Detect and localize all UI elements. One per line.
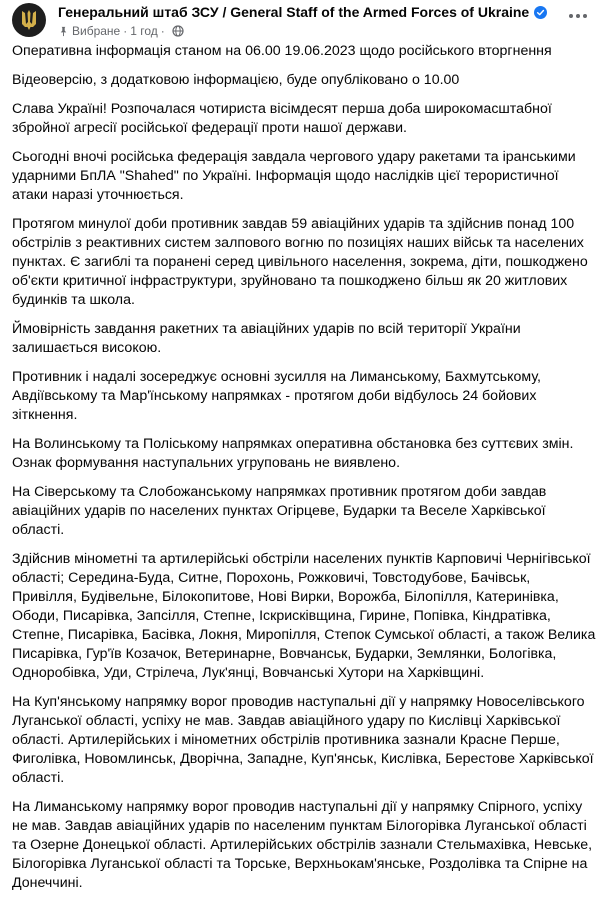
- post-paragraph: Протягом минулої доби противник завдав 59 авіаційних ударів та здійснив понад 100 обстрілів з реактивних систем залпового вогню по позиціях наших військ та населених пунктах. Є загиблі та поранені серед цивільного населення, зокрема, діти, пошкоджено об'єкти критичної інфраструктури, зруйновано та пошкоджено більш як 20 житлових будинків та школа.: [12, 216, 588, 308]
- meta-separator: ·: [123, 24, 128, 38]
- post-paragraph: На Лиманському напрямку ворог проводив наступальні дії у напрямку Спірного, успіху не мав. Завдав авіаційних ударів по населеним пунктам Білогорівка Луганської області та Озерне Донецької області. Артилерійських обстрілів зазнали Стельмахівка, Невське, Білогорівка Луганської області та Торське, Верхньокам'янське, Роздолівка та Спірне на Донеччині.: [12, 799, 593, 891]
- verified-badge-icon: [534, 6, 547, 19]
- post-paragraph: Оперативна інформація станом на 06.00 19.06.2023 щодо російського вторгнення: [12, 43, 552, 59]
- more-options-icon: [568, 13, 588, 19]
- page-name-link[interactable]: [58, 4, 547, 20]
- timestamp-link[interactable]: 1 год: [130, 24, 158, 38]
- post-meta: [58, 24, 184, 38]
- featured-label: Вибране: [72, 24, 121, 38]
- post-paragraph: На Волинському та Поліському напрямках оперативна обстановка без суттєвих змін. Ознак формування наступальних угруповань не виявлено.: [12, 436, 574, 471]
- post-paragraph: Противник і надалі зосереджує основні зусилля на Лиманському, Бахмутському, Авдіївському та Мар'їнському напрямках - протягом доби відбулось 24 бойових зіткнення.: [12, 369, 541, 423]
- post-body: [12, 42, 597, 903]
- globe-icon[interactable]: [172, 25, 184, 37]
- trident-emblem-icon: [19, 9, 39, 31]
- post-paragraph: На Куп'янському напрямку ворог проводив наступальні дії у напрямку Новоселівського Луганської області, успіху не мав. Завдав авіаційного удару по Кислівці Харківської області. Артилерійських і мінометних обстрілів противника зазнали Красне Перше, Фиголівка, Новомлинськ, Дворічна, Западне, Куп'янськ, Кислівка, Берестове Харківської області.: [12, 694, 594, 786]
- post-header: [0, 0, 606, 44]
- post-paragraph: Здійснив мінометні та артилерійські обстріли населених пунктів Карповичі Чернігівської області; Середина-Буда, Ситне, Порохонь, Рожковичі, Товстодубове, Бачівськ, Привілля, Будівельне, Білокопитове, Нові Вирки, Ворожба, Білопілля, Катеринівка, Ободи, Писарівка, Запсілля, Степне, Іскрисківщина, Гирине, Попівка, Кіндратівка, Степне, Писарівка, Басівка, Локня, Миропілля, Степок Сумської області, а також Велика Писарівка, Гур'їв Козачок, Ветеринарне, Вовчанськ, Бударки, Землянки, Бологівка, Одноробівка, Уди, Стрілеча, Лук'янці, Вовчанські Хутори на Харківщині.: [12, 551, 596, 681]
- post-paragraph: На Сіверському та Слобожанському напрямках противник протягом доби завдав авіаційних ударів по населених пунктах Огірцеве, Бударки та Веселе Харківської області.: [12, 484, 547, 538]
- page-name[interactable]: Генеральний штаб ЗСУ / General Staff of the Armed Forces of Ukraine: [58, 4, 530, 20]
- pin-icon: [58, 26, 69, 37]
- more-options-button[interactable]: [564, 4, 592, 28]
- post-paragraph: Відеоверсію, з додатковою інформацією, буде опубліковано о 10.00: [12, 72, 460, 88]
- post-paragraph: Сьогодні вночі російська федерація завдала чергового удару ракетами та іранськими ударними БпЛА "Shahed" по Україні. Інформація щодо наслідків цієї терористичної атаки наразі уточнюється.: [12, 149, 576, 203]
- page-avatar[interactable]: [12, 3, 46, 37]
- meta-separator-2: ·: [160, 24, 165, 38]
- post-paragraph: Ймовірність завдання ракетних та авіаційних ударів по всій території України залишається високою.: [12, 321, 521, 356]
- post-paragraph: Слава Україні! Розпочалася чотириста вісімдесят перша доба широкомасштабної збройної агресії російської федерації проти нашої держави.: [12, 101, 552, 136]
